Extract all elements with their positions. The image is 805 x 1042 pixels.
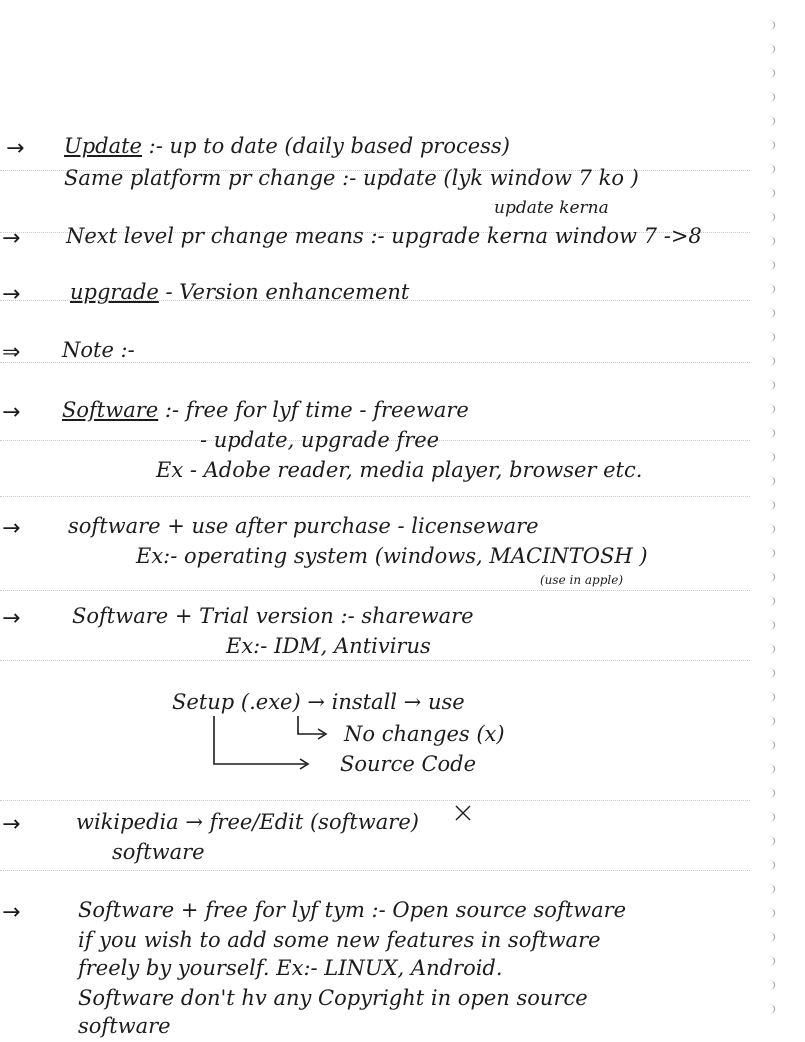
connector-line bbox=[214, 716, 306, 764]
arrow-icon: → bbox=[2, 812, 21, 837]
spiral-ring bbox=[764, 236, 775, 246]
spiral-ring bbox=[764, 740, 775, 750]
source-code-label: Source Code bbox=[340, 752, 477, 776]
spiral-ring bbox=[764, 620, 775, 630]
open-source-line-3: freely by yourself. Ex:- LINUX, Android. bbox=[78, 956, 503, 980]
ruling-line bbox=[0, 496, 750, 498]
spiral-ring bbox=[764, 404, 775, 414]
spiral-ring bbox=[764, 380, 775, 390]
note-heading: Note :- bbox=[62, 338, 135, 362]
spiral-ring bbox=[764, 692, 775, 702]
spiral-ring bbox=[764, 668, 775, 678]
upgrade-line bbox=[70, 280, 409, 304]
spiral-ring bbox=[764, 116, 775, 126]
spiral-ring bbox=[764, 596, 775, 606]
arrow-icon: → bbox=[2, 400, 21, 425]
update-definition: :- up to date (daily based process) bbox=[148, 134, 510, 158]
spiral-ring bbox=[764, 164, 775, 174]
ruling-line bbox=[0, 870, 750, 872]
licenseware-apple-note: (use in apple) bbox=[540, 573, 624, 587]
spiral-ring bbox=[764, 956, 775, 966]
licenseware-line: software + use after purchase - licenseware bbox=[68, 514, 539, 538]
note-update-line bbox=[64, 134, 510, 158]
spiral-ring bbox=[764, 572, 775, 582]
open-source-line-2: if you wish to add some new features in software bbox=[78, 928, 601, 952]
update-kerna: update kerna bbox=[494, 198, 609, 218]
spiral-ring bbox=[764, 212, 775, 222]
connector-line bbox=[298, 716, 324, 734]
ruling-line bbox=[0, 800, 750, 802]
shareware-example: Ex:- IDM, Antivirus bbox=[226, 634, 431, 658]
ruling-line bbox=[0, 362, 750, 364]
open-source-line-5: software bbox=[78, 1014, 171, 1038]
arrow-icon: → bbox=[2, 606, 21, 631]
spiral-ring bbox=[764, 932, 775, 942]
open-source-line-1: Software + free for lyf tym :- Open source software bbox=[78, 898, 627, 922]
arrow-icon: → bbox=[2, 900, 21, 925]
spiral-ring bbox=[764, 812, 775, 822]
spiral-binding bbox=[760, 20, 780, 1030]
spiral-ring bbox=[764, 476, 775, 486]
spiral-ring bbox=[764, 428, 775, 438]
ruling-line bbox=[0, 660, 750, 662]
spiral-ring bbox=[764, 764, 775, 774]
next-level-line: Next level pr change means :- upgrade kerna window 7 ->8 bbox=[66, 224, 702, 248]
spiral-ring bbox=[764, 788, 775, 798]
arrow-icon: → bbox=[6, 136, 25, 161]
spiral-ring bbox=[764, 500, 775, 510]
spiral-ring bbox=[764, 548, 775, 558]
spiral-ring bbox=[764, 356, 775, 366]
no-changes-label: No changes (x) bbox=[344, 722, 505, 746]
spiral-ring bbox=[764, 908, 775, 918]
ruling-line bbox=[0, 590, 750, 592]
wikipedia-line: wikipedia → free/Edit (software) bbox=[76, 810, 419, 834]
arrowhead-icon bbox=[318, 729, 326, 739]
freeware-update-upgrade: - update, upgrade free bbox=[200, 428, 440, 452]
open-source-line-4: Software don't hv any Copyright in open source bbox=[78, 986, 588, 1010]
arrow-icon: → bbox=[2, 226, 21, 251]
software-heading: Software bbox=[62, 398, 159, 422]
freeware-definition: :- free for lyf time - freeware bbox=[164, 398, 469, 422]
arrowhead-icon bbox=[300, 759, 308, 769]
freeware-example: Ex - Adobe reader, media player, browser etc. bbox=[156, 458, 643, 482]
software-freeware-line bbox=[62, 398, 469, 422]
arrow-icon: → bbox=[2, 516, 21, 541]
upgrade-definition: - Version enhancement bbox=[165, 280, 410, 304]
spiral-ring bbox=[764, 44, 775, 54]
double-arrow-icon: ⇒ bbox=[2, 340, 21, 365]
upgrade-heading: upgrade bbox=[70, 280, 159, 304]
spiral-ring bbox=[764, 836, 775, 846]
spiral-ring bbox=[764, 260, 775, 270]
spiral-ring bbox=[764, 644, 775, 654]
licenseware-example: Ex:- operating system (windows, MACINTOSH ) bbox=[136, 544, 648, 568]
spiral-ring bbox=[764, 980, 775, 990]
spiral-ring bbox=[764, 308, 775, 318]
spiral-ring bbox=[764, 188, 775, 198]
spiral-ring bbox=[764, 884, 775, 894]
spiral-ring bbox=[764, 20, 775, 30]
spiral-ring bbox=[764, 524, 775, 534]
spiral-ring bbox=[764, 860, 775, 870]
spiral-ring bbox=[764, 92, 775, 102]
spiral-ring bbox=[764, 1004, 775, 1014]
update-heading: Update bbox=[64, 134, 142, 158]
spiral-ring bbox=[764, 284, 775, 294]
spiral-ring bbox=[764, 332, 775, 342]
spiral-ring bbox=[764, 716, 775, 726]
spiral-ring bbox=[764, 452, 775, 462]
cross-mark-icon bbox=[456, 806, 470, 820]
shareware-line: Software + Trial version :- shareware bbox=[72, 604, 474, 628]
spiral-ring bbox=[764, 140, 775, 150]
spiral-ring bbox=[764, 68, 775, 78]
update-same-platform: Same platform pr change :- update (lyk window 7 ko ) bbox=[64, 166, 639, 190]
arrow-icon: → bbox=[2, 282, 21, 307]
setup-line: Setup (.exe) → install → use bbox=[172, 690, 465, 714]
wikipedia-software: software bbox=[112, 840, 205, 864]
